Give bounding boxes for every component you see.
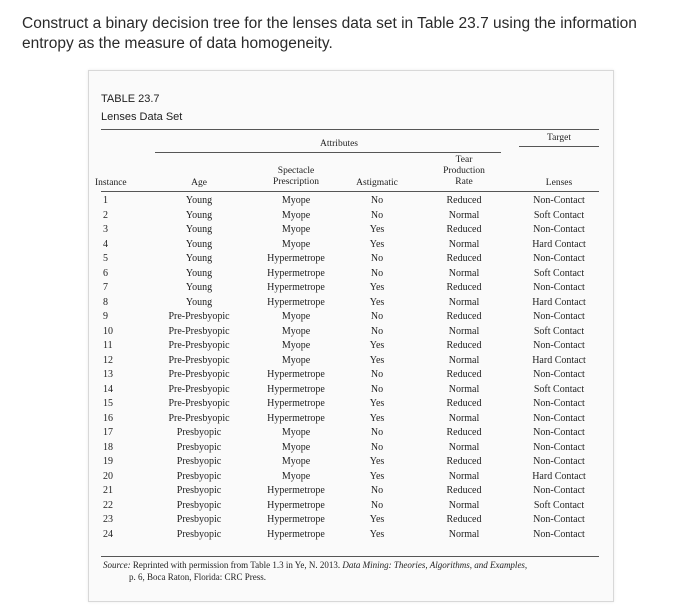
cell-tear-rate: Normal	[448, 325, 480, 337]
table-row	[89, 194, 613, 208]
cell-age: Pre-Presbyopic	[168, 398, 230, 409]
cell-instance: 22	[103, 499, 113, 511]
header-age: Age	[191, 178, 207, 188]
cell-astigmatic: No	[370, 325, 384, 337]
cell-prescription: Myope	[281, 427, 311, 438]
cell-tear-rate: Normal	[448, 528, 480, 540]
table-row	[89, 296, 613, 310]
cell-astigmatic: No	[370, 195, 384, 206]
table-row	[89, 513, 613, 527]
cell-astigmatic: No	[370, 383, 384, 395]
cell-prescription: Myope	[281, 325, 311, 337]
cell-prescription: Hypermetrope	[267, 383, 325, 395]
cell-age: Young	[185, 209, 213, 221]
cell-instance: 16	[103, 412, 113, 424]
cell-lenses: Non-Contact	[533, 412, 585, 424]
cell-age: Presbyopic	[176, 528, 222, 540]
table-row	[89, 397, 613, 411]
cell-tear-rate: Normal	[448, 499, 480, 511]
cell-age: Presbyopic	[176, 456, 222, 467]
attributes-header: Attributes	[320, 139, 358, 149]
cell-instance: 21	[103, 485, 113, 496]
cell-astigmatic: No	[370, 311, 384, 322]
cell-instance: 2	[103, 209, 108, 221]
cell-age: Presbyopic	[176, 427, 222, 438]
cell-age: Presbyopic	[176, 499, 222, 511]
cell-instance: 10	[103, 325, 113, 337]
cell-lenses: Soft Contact	[533, 383, 585, 395]
cell-lenses: Non-Contact	[533, 369, 585, 380]
table-page	[88, 70, 614, 602]
cell-astigmatic: Yes	[369, 238, 385, 250]
cell-prescription: Myope	[281, 470, 311, 482]
cell-lenses: Non-Contact	[533, 398, 585, 409]
cell-instance: 1	[103, 195, 108, 206]
table-row	[89, 339, 613, 353]
bottom-rule	[101, 556, 599, 557]
source-text-a: Reprinted with permission from Table 1.3 in Ye, N. 2013.	[132, 560, 341, 570]
cell-age: Presbyopic	[176, 470, 222, 482]
cell-prescription: Hypermetrope	[267, 253, 325, 264]
cell-lenses: Non-Contact	[533, 441, 585, 453]
cell-instance: 13	[103, 369, 113, 380]
cell-instance: 18	[103, 441, 113, 453]
cell-lenses: Hard Contact	[532, 238, 586, 250]
cell-lenses: Soft Contact	[533, 325, 585, 337]
cell-tear-rate: Normal	[448, 412, 480, 424]
table-source	[103, 559, 609, 583]
cell-instance: 6	[103, 267, 108, 279]
cell-prescription: Myope	[281, 238, 311, 250]
cell-age: Young	[185, 267, 213, 279]
cell-tear-rate: Normal	[448, 296, 480, 308]
cell-prescription: Hypermetrope	[267, 485, 325, 496]
cell-age: Young	[185, 224, 213, 235]
table-row	[89, 499, 613, 513]
cell-astigmatic: Yes	[369, 412, 385, 424]
cell-tear-rate: Reduced	[446, 340, 482, 351]
cell-prescription: Myope	[281, 340, 311, 351]
table-row	[89, 484, 613, 498]
table-row	[89, 209, 613, 223]
cell-lenses: Hard Contact	[532, 296, 586, 308]
cell-astigmatic: Yes	[369, 398, 385, 409]
header-tear-line2: Production	[443, 166, 485, 176]
cell-age: Pre-Presbyopic	[168, 311, 230, 322]
header-astigmatic: Astigmatic	[356, 178, 398, 188]
cell-instance: 12	[103, 354, 113, 366]
cell-instance: 5	[103, 253, 108, 264]
cell-instance: 4	[103, 238, 108, 250]
cell-age: Presbyopic	[176, 485, 222, 496]
cell-lenses: Non-Contact	[533, 514, 585, 525]
cell-tear-rate: Reduced	[446, 253, 482, 264]
cell-prescription: Hypermetrope	[267, 369, 325, 380]
cell-prescription: Myope	[281, 209, 311, 221]
source-label: Source:	[103, 560, 131, 570]
cell-prescription: Myope	[281, 224, 311, 235]
cell-tear-rate: Normal	[448, 238, 480, 250]
cell-tear-rate: Reduced	[446, 282, 482, 293]
cell-prescription: Hypermetrope	[267, 296, 325, 308]
cell-prescription: Hypermetrope	[267, 528, 325, 540]
cell-lenses: Hard Contact	[532, 470, 586, 482]
cell-prescription: Myope	[281, 195, 311, 206]
table-row	[89, 281, 613, 295]
cell-tear-rate: Normal	[448, 354, 480, 366]
cell-age: Pre-Presbyopic	[168, 325, 230, 337]
table-row	[89, 383, 613, 397]
table-row	[89, 470, 613, 484]
cell-tear-rate: Reduced	[446, 369, 482, 380]
cell-instance: 7	[103, 282, 108, 293]
table-body	[89, 71, 613, 601]
cell-lenses: Non-Contact	[533, 528, 585, 540]
cell-lenses: Hard Contact	[532, 354, 586, 366]
cell-astigmatic: No	[370, 369, 384, 380]
cell-age: Pre-Presbyopic	[168, 412, 230, 424]
cell-age: Pre-Presbyopic	[168, 354, 230, 366]
cell-instance: 19	[103, 456, 113, 467]
cell-age: Pre-Presbyopic	[168, 340, 230, 351]
table-row	[89, 426, 613, 440]
header-tear-line3: Rate	[455, 177, 473, 187]
cell-instance: 24	[103, 528, 113, 540]
table-row	[89, 528, 613, 542]
table-row	[89, 223, 613, 237]
cell-astigmatic: No	[370, 485, 384, 496]
cell-astigmatic: Yes	[369, 296, 385, 308]
cell-tear-rate: Normal	[448, 267, 480, 279]
table-row	[89, 412, 613, 426]
header-prescription-line2: Prescription	[273, 177, 319, 187]
cell-prescription: Hypermetrope	[267, 267, 325, 279]
table-row	[89, 368, 613, 382]
cell-instance: 11	[103, 340, 113, 351]
table-row	[89, 310, 613, 324]
target-header: Target	[547, 133, 571, 143]
cell-astigmatic: No	[370, 427, 384, 438]
cell-age: Young	[185, 195, 213, 206]
cell-prescription: Myope	[281, 441, 311, 453]
cell-tear-rate: Normal	[448, 209, 480, 221]
cell-lenses: Non-Contact	[533, 456, 585, 467]
cell-instance: 17	[103, 427, 113, 438]
cell-astigmatic: No	[370, 253, 384, 264]
cell-prescription: Hypermetrope	[267, 514, 325, 525]
cell-lenses: Non-Contact	[533, 340, 585, 351]
cell-tear-rate: Reduced	[446, 485, 482, 496]
source-book: Data Mining: Theories, Algorithms, and Examples,	[342, 560, 528, 570]
cell-lenses: Soft Contact	[533, 209, 585, 221]
cell-instance: 23	[103, 514, 113, 525]
cell-prescription: Hypermetrope	[267, 412, 325, 424]
cell-tear-rate: Reduced	[446, 311, 482, 322]
cell-astigmatic: No	[370, 209, 384, 221]
cell-tear-rate: Reduced	[446, 195, 482, 206]
table-row	[89, 252, 613, 266]
cell-astigmatic: Yes	[369, 354, 385, 366]
cell-astigmatic: No	[370, 499, 384, 511]
cell-age: Young	[185, 282, 213, 293]
header-instance: Instance	[95, 178, 127, 188]
table-row	[89, 455, 613, 469]
source-text-b: p. 6, Boca Raton, Florida: CRC Press.	[129, 572, 266, 582]
cell-age: Young	[185, 238, 213, 250]
cell-prescription: Myope	[281, 456, 311, 467]
cell-age: Young	[185, 253, 213, 264]
cell-lenses: Non-Contact	[533, 253, 585, 264]
header-prescription-line1: Spectacle	[277, 166, 315, 176]
cell-lenses: Soft Contact	[533, 267, 585, 279]
cell-age: Pre-Presbyopic	[168, 383, 230, 395]
cell-astigmatic: No	[370, 441, 384, 453]
cell-astigmatic: Yes	[369, 224, 385, 235]
cell-lenses: Non-Contact	[533, 282, 585, 293]
cell-age: Presbyopic	[176, 441, 222, 453]
cell-lenses: Non-Contact	[533, 427, 585, 438]
cell-prescription: Myope	[281, 354, 311, 366]
cell-instance: 14	[103, 383, 113, 395]
cell-astigmatic: Yes	[369, 528, 385, 540]
cell-prescription: Hypermetrope	[267, 499, 325, 511]
cell-prescription: Hypermetrope	[267, 282, 325, 293]
cell-tear-rate: Normal	[448, 470, 480, 482]
cell-instance: 3	[103, 224, 108, 235]
table-row	[89, 441, 613, 455]
cell-astigmatic: Yes	[369, 340, 385, 351]
cell-lenses: Soft Contact	[533, 499, 585, 511]
cell-tear-rate: Normal	[448, 383, 480, 395]
cell-age: Presbyopic	[176, 514, 222, 525]
cell-lenses: Non-Contact	[533, 195, 585, 206]
table-row	[89, 354, 613, 368]
cell-age: Pre-Presbyopic	[168, 369, 230, 380]
cell-tear-rate: Reduced	[446, 398, 482, 409]
cell-lenses: Non-Contact	[533, 224, 585, 235]
cell-astigmatic: No	[370, 267, 384, 279]
cell-lenses: Non-Contact	[533, 311, 585, 322]
cell-astigmatic: Yes	[369, 282, 385, 293]
cell-prescription: Hypermetrope	[267, 398, 325, 409]
cell-tear-rate: Normal	[448, 441, 480, 453]
cell-instance: 15	[103, 398, 113, 409]
cell-lenses: Non-Contact	[533, 485, 585, 496]
question-text: Construct a binary decision tree for the lenses data set in Table 23.7 using the information entropy as the measure of data homogeneity.	[22, 15, 637, 52]
cell-tear-rate: Reduced	[446, 427, 482, 438]
cell-instance: 20	[103, 470, 113, 482]
table-number: TABLE 23.7	[101, 93, 160, 105]
cell-tear-rate: Reduced	[446, 224, 482, 235]
cell-astigmatic: Yes	[369, 514, 385, 525]
cell-instance: 9	[103, 311, 108, 322]
table-row	[89, 267, 613, 281]
cell-instance: 8	[103, 296, 108, 308]
table-row	[89, 238, 613, 252]
header-tear-line1: Tear	[455, 155, 473, 165]
cell-age: Young	[185, 296, 213, 308]
cell-tear-rate: Reduced	[446, 514, 482, 525]
cell-astigmatic: Yes	[369, 470, 385, 482]
cell-prescription: Myope	[281, 311, 311, 322]
cell-astigmatic: Yes	[369, 456, 385, 467]
table-row	[89, 325, 613, 339]
header-lenses: Lenses	[545, 178, 573, 188]
table-title: Lenses Data Set	[101, 111, 183, 123]
cell-tear-rate: Reduced	[446, 456, 482, 467]
